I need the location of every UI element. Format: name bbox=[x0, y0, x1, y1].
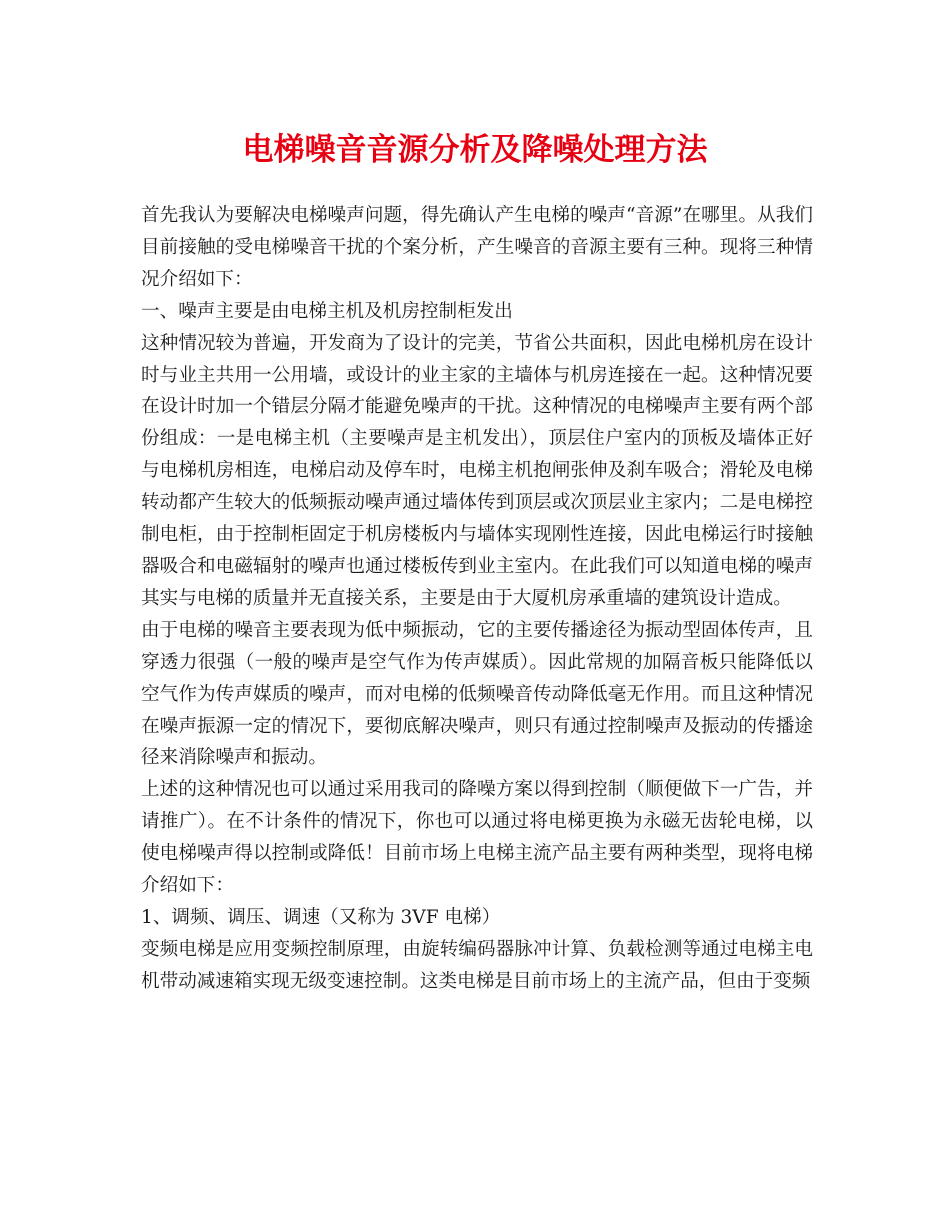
paragraph-vvvf: 变频电梯是应用变频控制原理，由旋转编码器脉冲计算、负载检测等通过电梯主电机带动减速箱实现无级变速控制。这类电梯是目前市场上的主流产品，但由于变频 bbox=[141, 938, 813, 992]
document-title: 电梯噪音音源分析及降噪处理方法 bbox=[242, 132, 708, 168]
paragraph-intro: 首先我认为要解决电梯噪声问题，得先确认产生电梯的噪声“音源”在哪里。从我们目前接触的受电梯噪音干扰的个案分析，产生噪音的音源主要有三种。现将三种情况介绍如下： bbox=[141, 205, 813, 290]
section-heading-1: 一、噪声主要是由电梯主机及机房控制柜发出 bbox=[141, 300, 513, 322]
paragraph-low-frequency: 由于电梯的噪音主要表现为低中频振动，它的主要传播途径为振动型固体传声，且穿透力很强（一般的噪声是空气作为传声媒质）。因此常规的加隔音板只能降低以空气作为传声媒质的噪声，而对电梯的低频噪音传动降低毫无作用。而且这种情况在噪声振源一定的情况下，要彻底解决噪声，则只有通过控制噪声及振动的传播途径来消除噪声和振动。 bbox=[141, 619, 813, 769]
document-body bbox=[141, 200, 813, 998]
paragraph-solution: 上述的这种情况也可以通过采用我司的降噪方案以得到控制（顺便做下一广告，并请推广）。在不计条件的情况下，你也可以通过将电梯更换为永磁无齿轮电梯，以使电梯噪声得以控制或降低！目前市场上电梯主流产品主要有两种类型，现将电梯介绍如下： bbox=[141, 779, 813, 897]
subheading-3vf: 1、调频、调压、调速（又称为 3VF 电梯） bbox=[141, 906, 501, 928]
paragraph-situation: 这种情况较为普遍，开发商为了设计的完美，节省公共面积，因此电梯机房在设计时与业主共用一公用墙，或设计的业主家的主墙体与机房连接在一起。这种情况要在设计时加一个错层分隔才能避免噪声的干扰。这种情况的电梯噪声主要有两个部份组成：一是电梯主机（主要噪声是主机发出），顶层住户室内的顶板及墙体正好与电梯机房相连，电梯启动及停车时，电梯主机抱闸张伸及刹车吸合；滑轮及电梯转动都产生较大的低频振动噪声通过墙体传到顶层或次顶层业主家内；二是电梯控制电柜，由于控制柜固定于机房楼板内与墙体实现刚性连接，因此电梯运行时接触器吸合和电磁辐射的噪声也通过楼板传到业主室内。在此我们可以知道电梯的噪声其实与电梯的质量并无直接关系，主要是由于大厦机房承重墙的建筑设计造成。 bbox=[141, 332, 813, 609]
